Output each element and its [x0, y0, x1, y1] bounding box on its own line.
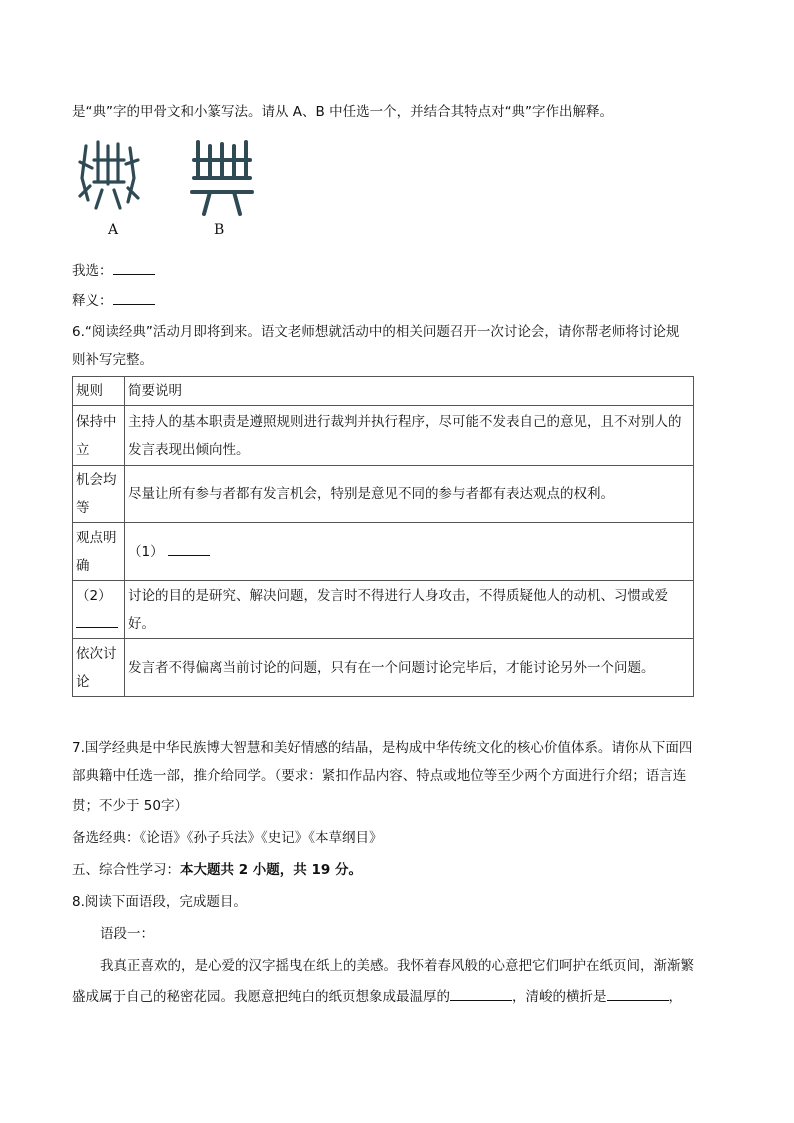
- meaning-blank[interactable]: [113, 290, 155, 305]
- meaning-label: 释义：: [72, 293, 113, 309]
- table-header-row: [73, 377, 694, 406]
- rule-cell: 保持中立: [73, 406, 125, 466]
- rule-cell: 依次讨论: [73, 639, 125, 697]
- q8-p2b: ，清峻的横折是: [512, 989, 607, 1005]
- rule-cell: 观点明确: [73, 523, 125, 581]
- q7-line1: 7.国学经典是中华民族博大智慧和美好情感的结晶，是构成中华传统文化的核心价值体系。请你从下面四: [72, 740, 693, 756]
- q5-intro: 是“典”字的甲骨文和小篆写法。请从 A、B 中任选一个，并结合其特点对“典”字作出解释。: [72, 104, 614, 120]
- q8-blank-2[interactable]: [607, 986, 669, 1001]
- rules-table: [72, 376, 694, 697]
- q7-line3: 贯；不少于 50字）: [72, 798, 188, 814]
- section5-heading: [72, 860, 362, 880]
- rule-cell: 机会均等: [73, 466, 125, 523]
- q8-p2c: ，: [668, 989, 682, 1005]
- answer-blank-2[interactable]: [76, 613, 118, 628]
- q6-line2: 则补写完整。: [72, 352, 153, 368]
- glyph-label-b: B: [214, 222, 225, 238]
- table-row: [73, 581, 694, 639]
- oracle-bone-dian-image: [76, 138, 142, 214]
- blank-2-label: （2）: [76, 587, 112, 604]
- choose-label: 我选：: [72, 263, 113, 279]
- q8-title: 8.阅读下面语段，完成题目。: [72, 894, 247, 910]
- q8-blank-1[interactable]: [450, 986, 512, 1001]
- q6-line1: 6.“阅读经典”活动月即将到来。语文老师想就活动中的相关问题召开一次讨论会，请你帮老师将讨论规: [72, 324, 680, 340]
- q8-para-label: 语段一：: [100, 926, 154, 942]
- choose-line: [72, 260, 155, 281]
- q8-p2: [72, 986, 682, 1007]
- header-rule: 规则: [73, 377, 125, 406]
- table-row: [73, 639, 694, 697]
- rule-cell: [73, 581, 125, 639]
- desc-cell: 尽量让所有参与者都有发言机会，特别是意见不同的参与者都有表达观点的权利。: [125, 466, 694, 523]
- desc-cell: 主持人的基本职责是遵照规则进行裁判并执行程序，尽可能不发表自己的意见，且不对别人的发言表现出倾向性。: [125, 406, 694, 466]
- blank-1-label: （1）: [128, 543, 164, 560]
- q7-options: 备选经典：《论语》《孙子兵法》《史记》《本草纲目》: [72, 830, 383, 846]
- q8-p1: 我真正喜欢的，是心爱的汉字摇曳在纸上的美感。我怀着春风般的心意把它们呵护在纸页间，渐渐繁: [100, 958, 694, 974]
- meaning-line: [72, 290, 155, 311]
- desc-cell: [125, 523, 694, 581]
- table-row: [73, 406, 694, 466]
- choose-blank[interactable]: [113, 260, 155, 275]
- desc-cell: 发言者不得偏离当前讨论的问题，只有在一个问题讨论完毕后，才能讨论另外一个问题。: [125, 639, 694, 697]
- table-row: [73, 466, 694, 523]
- section5-bold: 本大题共 2 小题，共 19 分。: [180, 862, 362, 878]
- answer-blank-1[interactable]: [168, 541, 210, 556]
- small-seal-dian-image: [188, 136, 256, 216]
- q8-p2a: 盛成属于自己的秘密花园。我愿意把纯白的纸页想象成最温厚的: [72, 989, 450, 1005]
- glyph-label-a: A: [108, 222, 119, 238]
- table-row: [73, 523, 694, 581]
- desc-cell: 讨论的目的是研究、解决问题，发言时不得进行人身攻击，不得质疑他人的动机、习惯或爱好。: [125, 581, 694, 639]
- section5-prefix: 五、综合性学习：: [72, 862, 180, 878]
- header-desc: 简要说明: [125, 377, 694, 406]
- q7-line2: 部典籍中任选一部，推介给同学。（要求：紧扣作品内容、特点或地位等至少两个方面进行介绍；语言连: [72, 768, 687, 784]
